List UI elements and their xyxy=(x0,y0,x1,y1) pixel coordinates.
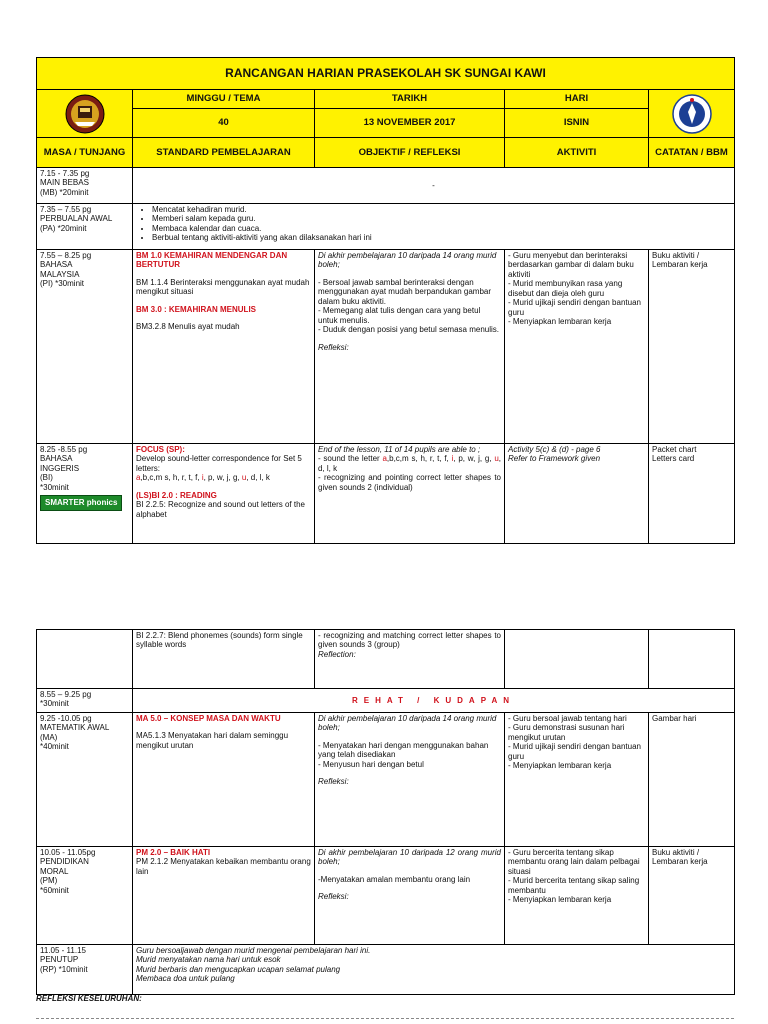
standard-text: MA5.1.3 Menyatakan hari dalam seminggu mengikut urutan xyxy=(136,731,289,750)
list-item: • Membaca kalendar dan cuaca. xyxy=(152,224,731,233)
standard-cell xyxy=(133,713,315,847)
activity-item: - Guru menyebut dan berinteraksi berdasarkan gambar di dalam buku aktiviti xyxy=(508,251,634,279)
subject-text: BAHASA xyxy=(40,260,73,270)
time-text: 7.15 - 7.35 pg xyxy=(40,169,90,178)
subject-text: PENDIDIKAN xyxy=(40,857,89,867)
time-cell xyxy=(37,689,133,713)
minggu-label: MINGGU / TEMA xyxy=(133,90,315,109)
letters-line: a,b,c,m s, h, r, t, f, i, p, w, j, g, u, d, l, k xyxy=(136,473,270,483)
activity-item: Refer to Framework given xyxy=(508,454,601,464)
objektif-cell xyxy=(315,250,505,444)
plan-table-page1 xyxy=(36,57,735,544)
code-text: (MA) xyxy=(40,732,58,742)
standard-cell xyxy=(133,630,315,689)
code-text: *30minit xyxy=(40,699,69,709)
objective-intro: Di akhir pembelajaran 10 daripada 14 orang murid boleh; xyxy=(318,251,497,270)
hari-label: HARI xyxy=(505,90,649,109)
standard-cell xyxy=(133,444,315,544)
row-bahasa-inggeris xyxy=(37,444,735,544)
reflection-label: Refleksi: xyxy=(318,342,349,352)
activity-item: - Menyiapkan lembaran kerja xyxy=(508,317,612,327)
objective-item: - recognizing and matching correct letter shapes to given sounds 3 (group) xyxy=(318,631,501,650)
penutup-content xyxy=(133,945,735,995)
time-text: 9.25 -10.05 pg xyxy=(40,714,92,723)
row-perbualan-awal xyxy=(37,204,735,250)
subject-text: MAIN BEBAS xyxy=(40,178,89,188)
standard-text: BI 2.2.5: Recognize and sound out letters of the alphabet xyxy=(136,500,305,519)
col-catatan-header: CATATAN / BBM xyxy=(649,138,735,168)
code-text: (BI) xyxy=(40,473,53,483)
objektif-cell xyxy=(315,630,505,689)
standard-text: PM 2.1.2 Menyatakan kebaikan membantu orang lain xyxy=(136,857,311,876)
standard-heading: MA 5.0 – KONSEP MASA DAN WAKTU xyxy=(136,714,281,723)
col-aktiviti-header: AKTIVITI xyxy=(505,138,649,168)
activity-item: Activity 5(c) & (d) - page 6 xyxy=(508,445,601,454)
time-cell xyxy=(37,444,133,544)
subject-text: INGGERIS xyxy=(40,463,80,473)
standard-text: BM3.2.8 Menulis ayat mudah xyxy=(136,322,240,332)
closing-line: Guru bersoaljawab dengan murid mengenai pembelajaran hari ini. xyxy=(136,946,371,955)
standard-text: BM 1.1.4 Berinteraksi menggunakan ayat mudah mengikut situasi xyxy=(136,277,310,297)
objective-item: - Bersoal jawab sambal berinteraksi dengan menggunakan ayat mudah berpandukan gambar dalam buku aktiviti. xyxy=(318,277,492,306)
list-item: • Berbual tentang aktiviti-aktiviti yang akan dilaksanakan hari ini xyxy=(152,233,731,242)
catatan-cell xyxy=(649,630,735,689)
ministry-emblem-icon xyxy=(672,94,712,134)
time-text: 11.05 - 11.15 xyxy=(40,946,86,955)
code-text: (RP) *10minit xyxy=(40,964,88,974)
code-text: (MB) *20minit xyxy=(40,187,89,197)
row-main-bebas xyxy=(37,168,735,204)
aktiviti-cell xyxy=(505,847,649,945)
activity-item: - Murid membunyikan rasa yang disebut dan dieja oleh guru xyxy=(508,279,623,298)
row-matematik-awal xyxy=(37,713,735,847)
code-text: *30minit xyxy=(40,482,69,492)
closing-line: Murid berbaris dan mengucapkan ucapan selamat pulang xyxy=(136,964,341,974)
objektif-cell xyxy=(315,444,505,544)
time-cell xyxy=(37,204,133,250)
standard-heading: PM 2.0 – BAIK HATI xyxy=(136,848,211,857)
time-text: 8.55 – 9.25 pg xyxy=(40,690,92,699)
catatan-cell: Buku aktiviti / Lembaran kerja xyxy=(649,847,735,945)
aktiviti-cell xyxy=(505,713,649,847)
time-cell xyxy=(37,630,133,689)
time-text: 7.55 – 8.25 pg xyxy=(40,251,92,260)
subject-text: MATEMATIK AWAL xyxy=(40,723,110,733)
divider xyxy=(36,1018,734,1019)
standard-heading: BM 3.0 : KEMAHIRAN MENULIS xyxy=(136,304,257,314)
closing-line: Murid menyatakan nama hari untuk esok xyxy=(136,955,281,965)
aktiviti-cell xyxy=(505,630,649,689)
subject-text: PENUTUP xyxy=(40,955,79,965)
col-objektif-header: OBJEKTIF / REFLEKSI xyxy=(315,138,505,168)
activity-item: - Menyiapkan lembaran kerja xyxy=(508,895,612,905)
code-text: (PM) xyxy=(40,876,58,886)
objective-item: - recognizing and pointing correct letter shapes to given sounds 2 (individual) xyxy=(318,473,501,492)
activity-item: - Murid ujikaji sendiri dengan bantuan guru xyxy=(508,298,641,317)
objective-item: - Duduk dengan posisi yang betul semasa menulis. xyxy=(318,325,499,335)
catatan-text: Packet chart xyxy=(652,445,697,454)
catatan-cell xyxy=(649,444,735,544)
objective-intro: Di akhir pembelajaran 10 daripada 12 orang murid boleh; xyxy=(318,848,501,867)
row-rehat xyxy=(37,689,735,713)
time-text: 7.35 – 7.55 pg xyxy=(40,205,92,214)
aktiviti-cell xyxy=(505,250,649,444)
objective-intro: Di akhir pembelajaran 10 daripada 14 orang murid boleh; xyxy=(318,714,497,733)
time-cell xyxy=(37,168,133,204)
activity-item: - Murid ujikaji sendiri dengan bantuan guru xyxy=(508,742,641,761)
row-bahasa-malaysia xyxy=(37,250,735,444)
catatan-text: Letters card xyxy=(652,454,695,464)
objective-item: - sound the letter a,b,c,m s, h, r, t, f, i, p, w, j, g, u, d, l, k xyxy=(318,454,501,473)
perbualan-awal-content xyxy=(133,204,735,250)
time-cell xyxy=(37,713,133,847)
time-cell xyxy=(37,250,133,444)
page-title: RANCANGAN HARIAN PRASEKOLAH SK SUNGAI KAWI xyxy=(37,58,735,90)
row-pendidikan-moral xyxy=(37,847,735,945)
objektif-cell xyxy=(315,713,505,847)
subject-text: MALAYSIA xyxy=(40,269,80,279)
objektif-cell xyxy=(315,847,505,945)
objective-intro: End of the lesson, 11 of 14 pupils are able to ; xyxy=(318,445,481,454)
code-text: *40minit xyxy=(40,742,69,752)
col-standard-header: STANDARD PEMBELAJARAN xyxy=(133,138,315,168)
closing-line: Membaca doa untuk pulang xyxy=(136,974,235,984)
objective-item: -Menyatakan amalan membantu orang lain xyxy=(318,874,471,884)
activity-item: - Guru demonstrasi susunan hari mengikut urutan xyxy=(508,723,625,742)
catatan-cell: Gambar hari xyxy=(649,713,735,847)
standard-cell xyxy=(133,847,315,945)
code-text: *60minit xyxy=(40,885,69,895)
subject-text: MORAL xyxy=(40,866,69,876)
standard-heading: FOCUS (SP): xyxy=(136,445,185,454)
row-bahasa-inggeris-continued xyxy=(37,630,735,689)
plan-table-page2 xyxy=(36,629,735,995)
hari-value: ISNIN xyxy=(505,109,649,138)
reflection-label: Refleksi: xyxy=(318,892,349,902)
activity-item: - Menyiapkan lembaran kerja xyxy=(508,761,612,771)
code-text: (PI) *30minit xyxy=(40,279,85,289)
objective-item: - Memegang alat tulis dengan cara yang betul untuk menulis. xyxy=(318,306,481,325)
col-masa-header: MASA / TUNJANG xyxy=(37,138,133,168)
smarter-phonics-logo: SMARTER phonics xyxy=(40,495,122,510)
row-penutup xyxy=(37,945,735,995)
standard-heading: (LS)BI 2.0 : READING xyxy=(136,490,217,500)
time-text: 10.05 - 11.05pg xyxy=(40,848,96,857)
standard-cell xyxy=(133,250,315,444)
ministry-logo-cell xyxy=(649,90,735,138)
time-cell xyxy=(37,847,133,945)
objective-item: - Menyusun hari dengan betul xyxy=(318,759,424,769)
rehat-content: REHAT / KUDAPAN xyxy=(133,689,735,713)
overall-reflection-label: REFLEKSI KESELURUHAN: xyxy=(36,994,142,1003)
school-crest-icon xyxy=(65,94,105,134)
tarikh-label: TARIKH xyxy=(315,90,505,109)
activity-item: - Murid bercerita tentang sikap saling membantu xyxy=(508,876,640,895)
standard-text: BI 2.2.7: Blend phonemes (sounds) form single syllable words xyxy=(136,631,303,650)
objective-item: - Menyatakan hari dengan menggunakan bahan yang telah disediakan xyxy=(318,740,489,760)
reflection-label: Reflection: xyxy=(318,649,356,659)
time-cell xyxy=(37,945,133,995)
activity-item: - Guru bercerita tentang sikap membantu orang lain dalam pelbagai situasi xyxy=(508,848,640,876)
standard-heading: BM 1.0 KEMAHIRAN MENDENGAR DAN BERTUTUR xyxy=(136,251,288,270)
catatan-cell: Buku aktiviti / Lembaran kerja xyxy=(649,250,735,444)
subject-text: BAHASA xyxy=(40,454,73,464)
code-text: (PA) *20minit xyxy=(40,223,87,233)
subject-text: PERBUALAN AWAL xyxy=(40,214,113,224)
main-bebas-content: - xyxy=(133,168,735,204)
minggu-value: 40 xyxy=(133,109,315,138)
school-logo-cell xyxy=(37,90,133,138)
list-item: • Memberi salam kepada guru. xyxy=(152,214,731,223)
reflection-label: Refleksi: xyxy=(318,777,349,787)
aktiviti-cell xyxy=(505,444,649,544)
list-item: • Mencatat kehadiran murid. xyxy=(152,205,731,214)
standard-text: Develop sound-letter correspondence for Set 5 letters: xyxy=(136,454,302,473)
time-text: 8.25 -8.55 pg xyxy=(40,445,88,454)
activity-item: - Guru bersoal jawab tentang hari xyxy=(508,714,627,723)
tarikh-value: 13 NOVEMBER 2017 xyxy=(315,109,505,138)
